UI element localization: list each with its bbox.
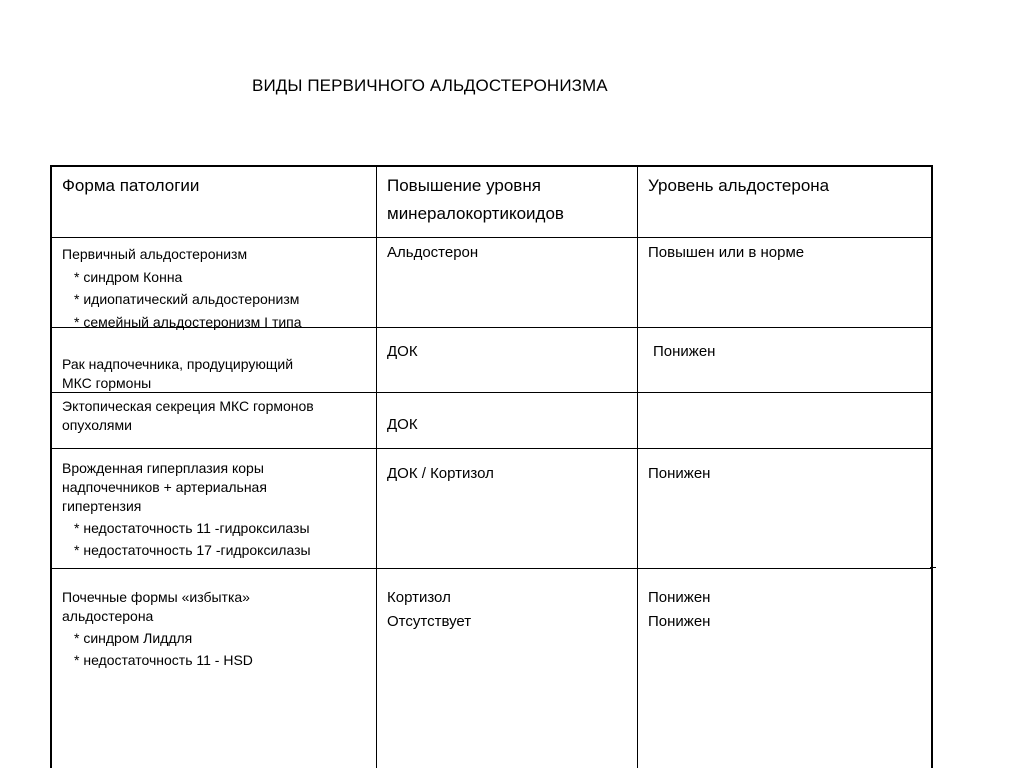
row2-mineralo: ДОК	[387, 343, 418, 360]
header-form: Форма патологии	[62, 176, 200, 195]
row4-form: Врожденная гиперплазия коры надпочечников + артериальная гипертензия * недостаточность 11 -гидроксилазы * недостаточность 17 -гидроксилазы	[62, 460, 311, 558]
row5-form: Почечные формы «избытка» альдостерона * синдром Лиддля * недостаточность 11 - HSD	[62, 589, 253, 668]
row1-mineralo: Альдостерон	[387, 244, 479, 261]
row-divider	[52, 237, 931, 238]
row4-mineralo: ДОК / Кортизол	[387, 465, 494, 482]
row5-mineralo: Кортизол Отсутствует	[387, 589, 472, 630]
header-aldosterone: Уровень альдостерона	[648, 176, 830, 195]
row3-form: Эктопическая секреция МКС гормонов опухолями	[62, 398, 314, 433]
row1-aldo: Повышен или в норме	[648, 244, 805, 261]
header-mineralocorticoids: Повышение уровня минералокортикоидов	[387, 176, 564, 223]
row5-aldo: Понижен Понижен	[648, 589, 711, 630]
row-divider	[52, 568, 931, 569]
row2-form: Рак надпочечника, продуцирующий МКС гормоны	[62, 356, 294, 391]
row-divider	[52, 448, 931, 449]
row2-aldo: Понижен	[653, 343, 716, 360]
page-title: ВИДЫ ПЕРВИЧНОГО АЛЬДОСТЕРОНИЗМА	[252, 76, 608, 95]
pathology-table	[50, 165, 933, 768]
row-divider-overhang	[930, 567, 936, 568]
row3-mineralo: ДОК	[387, 416, 418, 433]
column-divider	[637, 167, 638, 768]
row4-aldo: Понижен	[648, 465, 711, 482]
column-divider	[376, 167, 377, 768]
row1-form: Первичный альдостеронизм * синдром Конна * идиопатический альдостеронизм * семейный альдостеронизм I типа	[62, 246, 302, 330]
